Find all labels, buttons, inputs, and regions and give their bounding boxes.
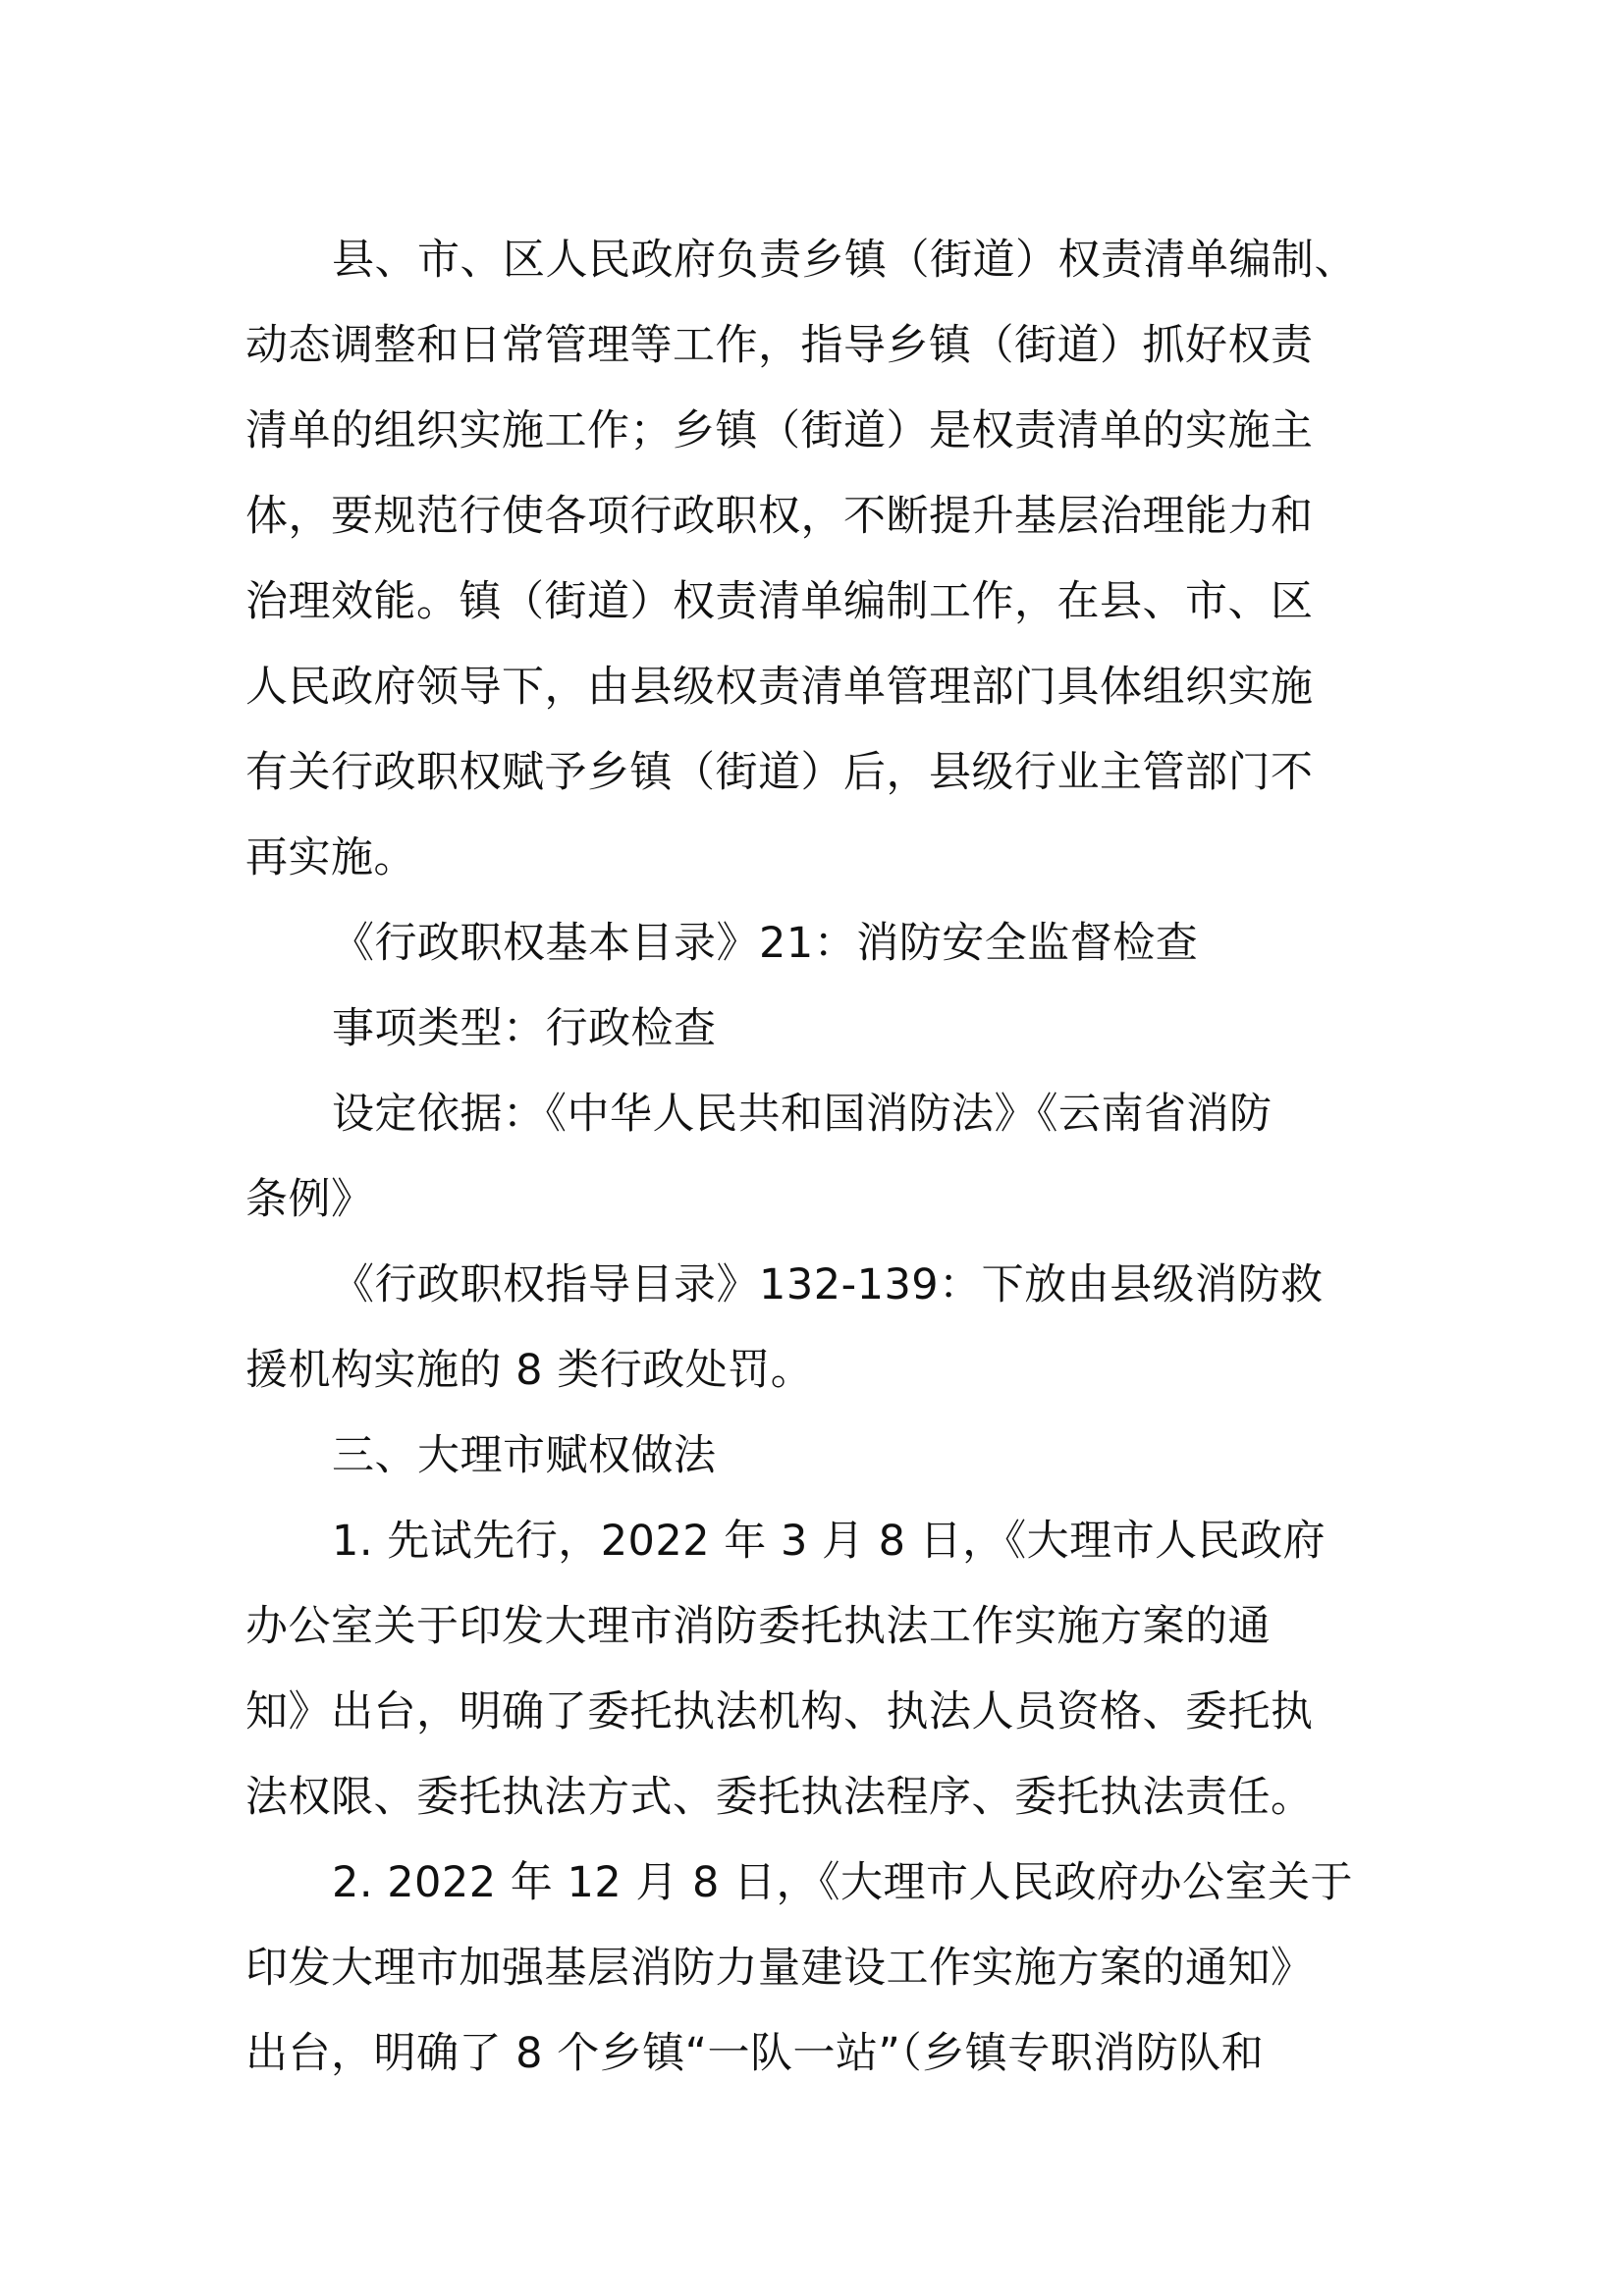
text-line: 出台，明确了 8 个乡镇“一队一站”（乡镇专职消防队和 — [245, 2029, 1265, 2078]
section-heading: 三、大理市赋权做法 — [332, 1431, 717, 1480]
document-body — [245, 218, 1404, 2097]
text-line: 有关行政职权赋予乡镇（街道）后，县级行业主管部门不 — [245, 748, 1314, 797]
text-line: 设定依据：《中华人民共和国消防法》《云南省消防 — [332, 1090, 1272, 1139]
text-line: 办公室关于印发大理市消防委托执法工作实施方案的通 — [245, 1602, 1271, 1651]
text-line: 事项类型：行政检查 — [332, 1004, 717, 1053]
text-line: 治理效能。镇（街道）权责清单编制工作，在县、市、区 — [245, 577, 1314, 626]
text-line: 县、市、区人民政府负责乡镇（街道）权责清单编制、 — [332, 236, 1357, 285]
text-line: 动态调整和日常管理等工作，指导乡镇（街道）抓好权责 — [245, 321, 1314, 370]
text-line: 法权限、委托执法方式、委托执法程序、委托执法责任。 — [245, 1773, 1314, 1822]
text-line: 2. 2022 年 12 月 8 日，《大理市人民政府办公室关于 — [332, 1858, 1354, 1907]
text-line: 《行政职权基本目录》21：消防安全监督检查 — [332, 919, 1199, 968]
text-line: 知》出台，明确了委托执法机构、执法人员资格、委托执 — [245, 1687, 1314, 1736]
text-line: 清单的组织实施工作；乡镇（街道）是权责清单的实施主 — [245, 406, 1314, 455]
text-line: 条例》 — [245, 1175, 374, 1224]
text-line: 体，要规范行使各项行政职权，不断提升基层治理能力和 — [245, 492, 1314, 541]
text-line: 1. 先试先行，2022 年 3 月 8 日，《大理市人民政府 — [332, 1517, 1326, 1566]
text-line: 再实施。 — [245, 833, 416, 882]
text-line: 援机构实施的 8 类行政处罚。 — [245, 1346, 814, 1395]
text-line: 印发大理市加强基层消防力量建设工作实施方案的通知》 — [245, 1944, 1314, 1993]
text-line: 《行政职权指导目录》132-139：下放由县级消防救 — [332, 1260, 1324, 1309]
text-line: 人民政府领导下，由县级权责清单管理部门具体组织实施 — [245, 663, 1314, 712]
